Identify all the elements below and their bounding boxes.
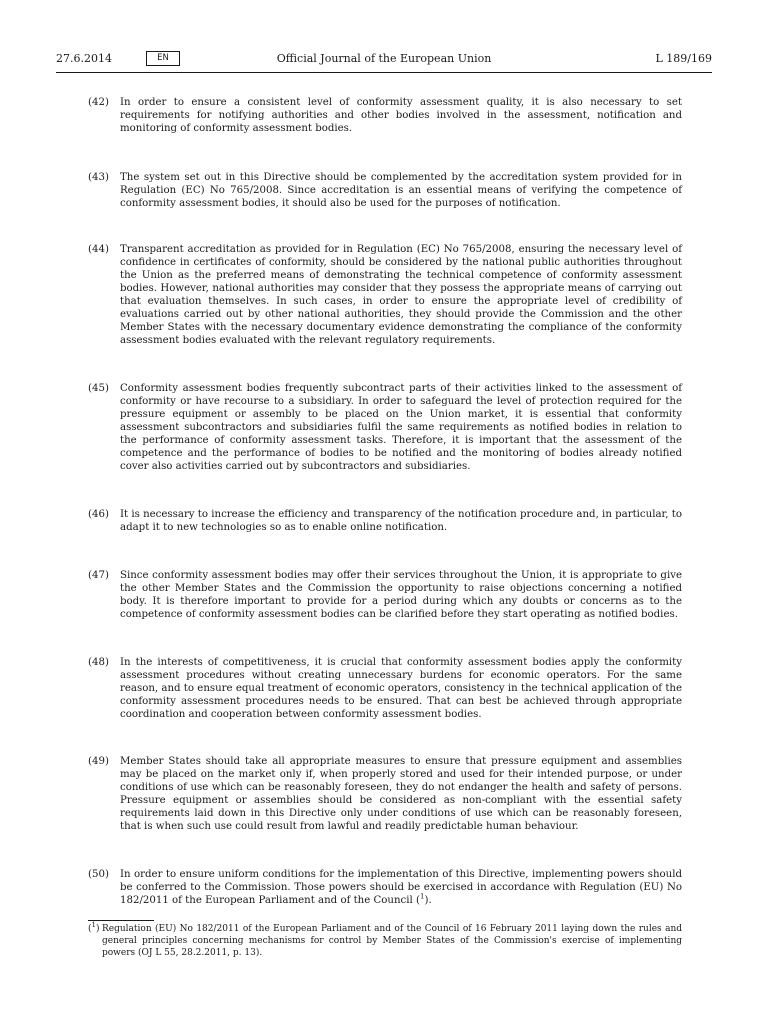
recital-number: (45) [88, 383, 109, 394]
recital-43 [88, 171, 682, 210]
recital-47 [88, 569, 682, 621]
recital-46 [88, 508, 682, 534]
recital-number: (44) [88, 244, 109, 255]
recital-text: Conformity assessment bodies frequently subcontract parts of their activities linked to the assessment of conformity or have recourse to a subsidiary. In order to safeguard the level of protection required for the pressure equipment or assembly to be placed on the Union market, it is essential that conformity assessment subcontractors and subsidiaries fulfil the same requirements as notified bodies in relation to the performance of conformity assessment tasks. Therefore, it is important that the assessment of the competence and the performance of bodies to be notified and the monitoring of bodies already notified cover also activities carried out by subcontractors and subsidiaries. [120, 383, 682, 472]
recital-45 [88, 382, 682, 473]
recital-number: (47) [88, 570, 109, 581]
footnote-text: Regulation (EU) No 182/2011 of the European Parliament and of the Council of 16 February 2011 laying down the rules and general principles concerning mechanisms for control by Member States of the Commission's exercise of implementing powers (OJ L 55, 28.2.2011, p. 13). [102, 924, 682, 958]
recital-number: (42) [88, 97, 109, 108]
footnote-reference[interactable]: 1 [420, 892, 425, 901]
recital-text: Since conformity assessment bodies may offer their services throughout the Union, it is appropriate to give the other Member States and the Commission the opportunity to raise objections concerning a notified body. It is therefore important to provide for a period during which any doubts or concerns as to the competence of conformity assessment bodies can be clarified before they start operating as notified bodies. [120, 570, 682, 620]
header-divider [56, 72, 712, 73]
recital-49 [88, 755, 682, 833]
page-header [56, 50, 712, 68]
recital-number: (46) [88, 509, 109, 520]
recital-text: The system set out in this Directive should be complemented by the accreditation system provided for in Regulation (EC) No 765/2008. Since accreditation is an essential means of verifying the competence of conformity assessment bodies, it should also be used for the purposes of notification. [120, 172, 682, 209]
recital-text: Member States should take all appropriate measures to ensure that pressure equipment and assemblies may be placed on the market only if, when properly stored and used for their intended purpose, or under conditions of use which can be reasonably foreseen, they do not endanger the health and safety of persons. Pressure equipment or assemblies should be considered as non-compliant with the essential safety requirements laid down in this Directive only under conditions of use which can be reasonably foreseen, that is when such use could result from lawful and readily predictable human behaviour. [120, 756, 682, 832]
recital-text: Transparent accreditation as provided for in Regulation (EC) No 765/2008, ensuring the necessary level of confidence in certificates of conformity, should be considered by the national public authorities throughout the Union as the preferred means of demonstrating the technical competence of conformity assessment bodies. However, national authorities may consider that they possess the appropriate means of carrying out that evaluation themselves. In such cases, in order to ensure the appropriate level of credibility of evaluations carried out by other national authorities, they should provide the Commission and the other Member States with the necessary documentary evidence demonstrating the compliance of the conformity assessment bodies evaluated with the relevant regulatory requirements. [120, 244, 682, 346]
recital-42 [88, 96, 682, 135]
recital-number: (50) [88, 869, 109, 880]
recital-text-body: In order to ensure uniform conditions for the implementation of this Directive, implementing powers should be conferred to the Commission. Those powers should be exercised in accordance with Regulation (EU) No 182/2011 of the European Parliament and of the Council [120, 869, 682, 906]
journal-title: Official Journal of the European Union [276, 52, 492, 65]
footnote-number: ($^1$) [88, 921, 100, 934]
language-badge: EN [146, 51, 180, 66]
recital-44 [88, 243, 682, 347]
page-reference: L 189/169 [655, 52, 712, 65]
footnote-number-value: 1 [91, 921, 96, 929]
footnote [88, 923, 682, 959]
recital-text: It is necessary to increase the efficiency and transparency of the notification procedure and, in particular, to adapt it to new technologies so as to enable online notification. [120, 509, 682, 533]
publication-date: 27.6.2014 [56, 52, 112, 65]
recital-number: (48) [88, 657, 109, 668]
recital-48 [88, 656, 682, 721]
recital-number: (49) [88, 756, 109, 767]
recital-number: (43) [88, 172, 109, 183]
recital-text: In order to ensure a consistent level of conformity assessment quality, it is also necessary to set requirements for notifying authorities and other bodies involved in the assessment, notification and monitoring of conformity assessment bodies. [120, 97, 682, 134]
recital-text: In order to ensure uniform conditions for the implementation of this Directive, implementing powers should be conferred to the Commission. Those powers should be exercised in accordance with Regulation (EU) No 182/2011 of the European Parliament and of the Council ($^1$). [120, 869, 682, 906]
recital-text: In the interests of competitiveness, it is crucial that conformity assessment bodies apply the conformity assessment procedures without creating unnecessary burdens for economic operators. For the same reason, and to ensure equal treatment of economic operators, consistency in the technical application of the conformity assessment procedures needs to be ensured. That can best be achieved through appropriate coordination and cooperation between conformity assessment bodies. [120, 657, 682, 720]
footnote-divider [88, 920, 154, 921]
recital-50 [88, 868, 682, 907]
recital-text-end: . [428, 895, 432, 906]
